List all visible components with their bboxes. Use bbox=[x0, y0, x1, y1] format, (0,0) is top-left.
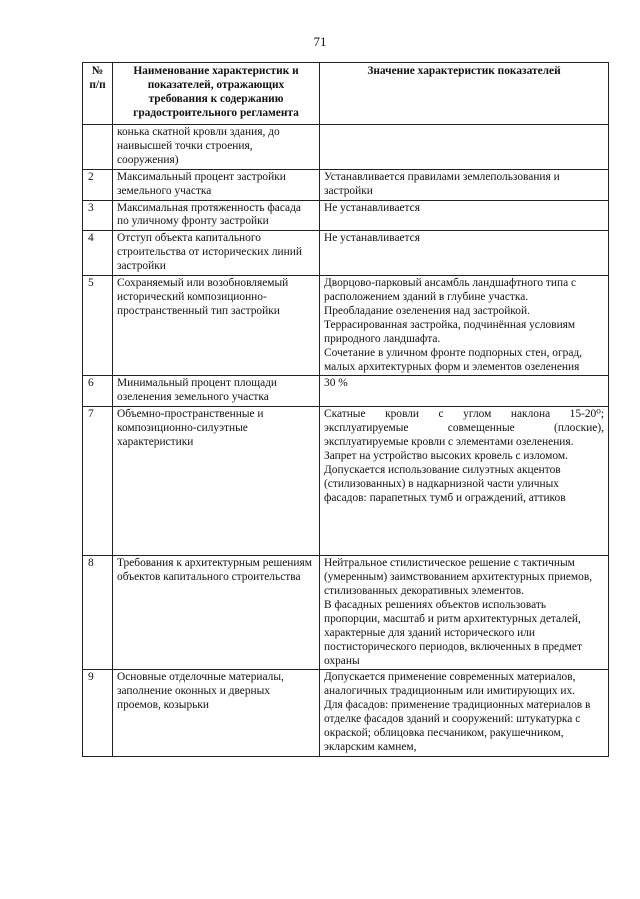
regulation-table bbox=[82, 62, 609, 757]
value-paragraph: Устанавливается правилами землепользования и застройки bbox=[324, 170, 560, 197]
row-characteristic: Максимальная протяженность фасада по уличному фронту застройки bbox=[113, 200, 320, 231]
table-header-row bbox=[83, 63, 609, 125]
value-paragraph: 30 % bbox=[324, 377, 348, 390]
row-number: 6 bbox=[83, 376, 113, 407]
table-row-2 bbox=[83, 169, 609, 200]
value-paragraph: Допускается применение современных материалов, аналогичных традиционным или имитирующих их. bbox=[324, 671, 576, 698]
row-number: 5 bbox=[83, 276, 113, 376]
row-number: 8 bbox=[83, 556, 113, 670]
row-number: 7 bbox=[83, 407, 113, 556]
row-value bbox=[320, 231, 609, 276]
row-characteristic: Сохраняемый или возобновляемый исторический композиционно-пространственный тип застройки bbox=[113, 276, 320, 376]
row-value bbox=[320, 670, 609, 756]
page-number: 71 bbox=[313, 34, 327, 49]
row-characteristic: Максимальный процент застройки земельного участка bbox=[113, 169, 320, 200]
row-characteristic: Объемно-пространственные и композиционно-силуэтные характеристики bbox=[113, 407, 320, 556]
row-characteristic: Основные отделочные материалы, заполнение оконных и дверных проемов, козырьки bbox=[113, 670, 320, 756]
value-paragraph: Не устанавливается bbox=[324, 232, 420, 245]
value-paragraph: Для фасадов: применение традиционных материалов в отделке фасадов зданий и сооружений: штукатурка с окраской; облицовка песчаником, ракушечником, экларским камнем, bbox=[324, 699, 591, 753]
table-row-7 bbox=[83, 407, 609, 556]
header-characteristic-value: Значение характеристик показателей bbox=[320, 63, 609, 125]
row-value bbox=[320, 125, 609, 170]
table-row-4 bbox=[83, 231, 609, 276]
value-paragraph: Допускается использование силуэтных акцентов (стилизованных) в надкарнизной части уличных фасадов: парапетных тумб и ограждений, аттиков bbox=[324, 463, 566, 504]
value-paragraph: Скатные кровли с углом наклона 15-20⁰; эксплуатируемые совмещенные (плоские), эксплуатируемые кровли с элементами озеленения. bbox=[324, 408, 604, 449]
value-paragraph: Террасированная застройка, подчинённая условиям природного ландшафта. bbox=[324, 318, 576, 345]
row-characteristic: Отступ объекта капитального строительства от исторических линий застройки bbox=[113, 231, 320, 276]
row-number: 4 bbox=[83, 231, 113, 276]
value-paragraph: Дворцово-парковый ансамбль ландшафтного типа с расположением зданий в глубине участка. bbox=[324, 277, 577, 303]
row-value bbox=[320, 200, 609, 231]
row-number bbox=[83, 125, 113, 170]
row-value bbox=[320, 556, 609, 670]
table-row-continuation bbox=[83, 125, 609, 170]
row-number: 3 bbox=[83, 200, 113, 231]
header-characteristic-name: Наименование характеристик и показателей, отражающих требования к содержанию градостроительного регламента bbox=[113, 63, 320, 125]
value-paragraph: Не устанавливается bbox=[324, 201, 420, 214]
table-row-6 bbox=[83, 376, 609, 407]
row-characteristic: конька скатной кровли здания, до наивысшей точки строения, сооружения) bbox=[113, 125, 320, 170]
value-paragraph: Преобладание озеленения над застройкой. bbox=[324, 304, 530, 317]
table-row-8 bbox=[83, 556, 609, 670]
table-row-3 bbox=[83, 200, 609, 231]
header-number: № п/п bbox=[83, 63, 113, 125]
row-number: 9 bbox=[83, 670, 113, 756]
row-value bbox=[320, 276, 609, 376]
row-value bbox=[320, 376, 609, 407]
row-characteristic: Требования к архитектурным решениям объектов капитального строительства bbox=[113, 556, 320, 670]
value-paragraph: В фасадных решениях объектов использовать пропорции, масштаб и ритм архитектурных деталей, характерные для зданий исторического или постисторического периодов, включенных в предмет охраны bbox=[324, 598, 582, 667]
row-characteristic: Минимальный процент площади озеленения земельного участка bbox=[113, 376, 320, 407]
row-number: 2 bbox=[83, 169, 113, 200]
row-value bbox=[320, 169, 609, 200]
table-row-9 bbox=[83, 670, 609, 756]
table-row-5 bbox=[83, 276, 609, 376]
value-paragraph: Запрет на устройство высоких кровель с изломом. bbox=[324, 449, 568, 462]
value-paragraph: Нейтральное стилистическое решение с тактичным (умеренным) заимствованием архитектурных приемов, стилизованных декоративных элементов. bbox=[324, 557, 593, 598]
value-paragraph: Сочетание в уличном фронте подпорных стен, оград, малых архитектурных форм и элементов озеленения bbox=[324, 346, 583, 373]
row-value bbox=[320, 407, 609, 556]
